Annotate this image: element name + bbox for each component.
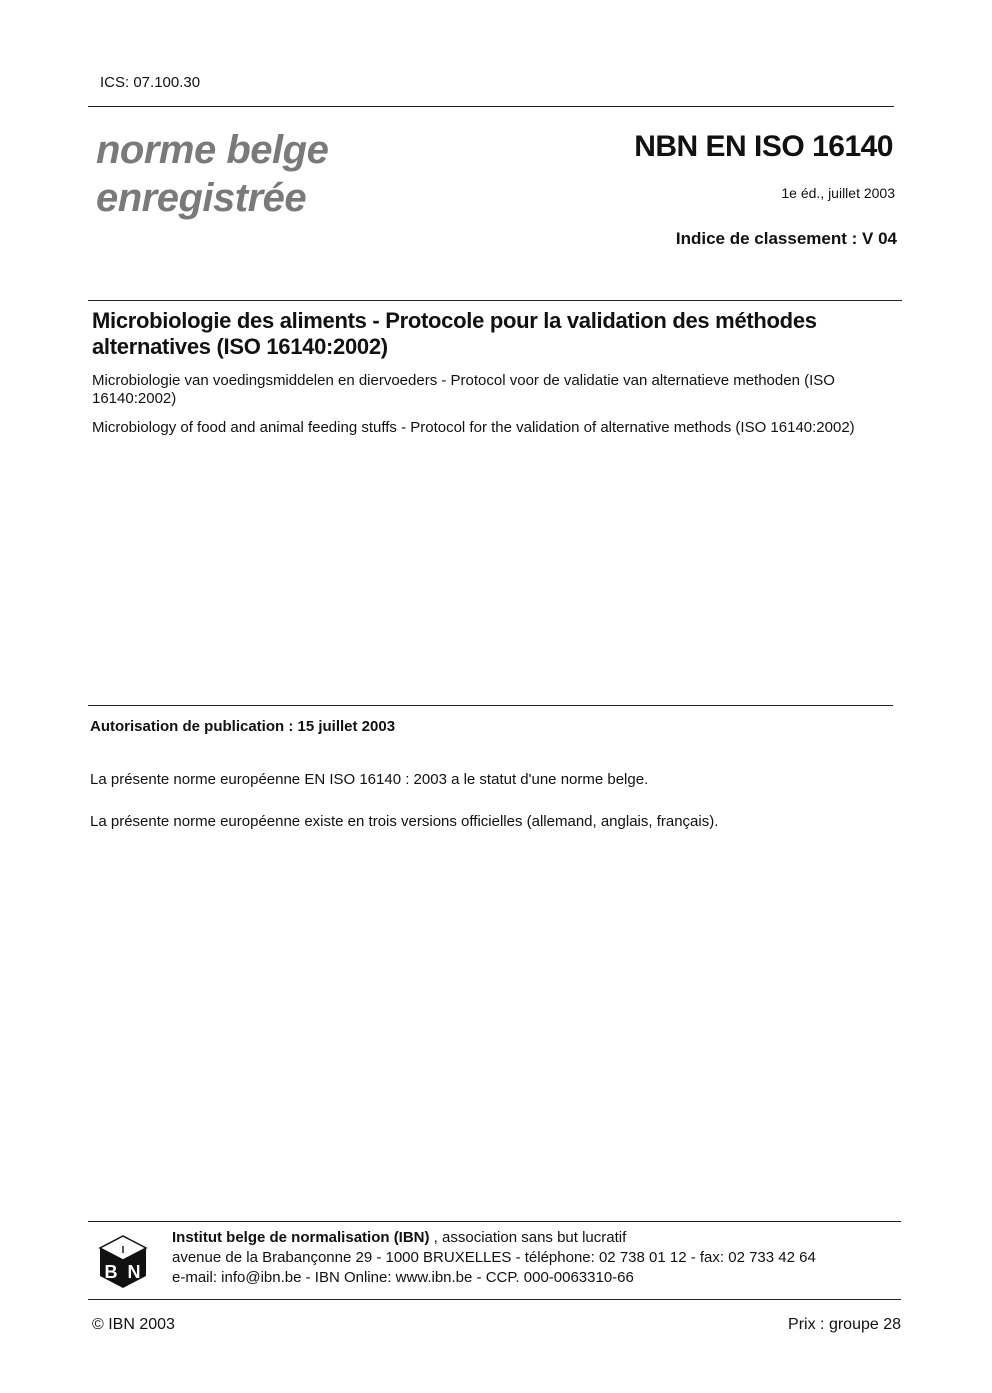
- footer-contact: e-mail: info@ibn.be - IBN Online: www.ibn.be - CCP. 000-0063310-66: [172, 1269, 634, 1286]
- publication-authorization: Autorisation de publication : 15 juillet 2003: [90, 718, 396, 735]
- brand-line-2: enregistrée: [96, 176, 307, 220]
- status-paragraph: La présente norme européenne EN ISO 16140 : 2003 a le statut d'une norme belge.: [90, 771, 649, 788]
- svg-text:B: B: [104, 1262, 118, 1282]
- title-english: Microbiology of food and animal feeding stuffs - Protocol for the validation of alternative methods (ISO 16140:2002): [92, 419, 855, 436]
- document-number: NBN EN ISO 16140: [634, 130, 893, 163]
- title-french: Microbiologie des aliments - Protocole pour la validation des méthodes alternatives (ISO 16140:2002): [92, 308, 817, 359]
- footer-rule-top: [88, 1221, 901, 1222]
- footer-address: avenue de la Brabançonne 29 - 1000 BRUXELLES - téléphone: 02 738 01 12 - fax: 02 733 42 64: [172, 1249, 816, 1266]
- versions-paragraph: La présente norme européenne existe en trois versions officielles (allemand, anglais, français).: [90, 813, 719, 830]
- svg-text:N: N: [127, 1262, 141, 1282]
- ics-code: ICS: 07.100.30: [100, 74, 201, 91]
- price-group: Prix : groupe 28: [788, 1316, 901, 1333]
- institute-name: Institut belge de normalisation (IBN): [172, 1229, 430, 1246]
- edition-date: 1e éd., juillet 2003: [781, 185, 895, 201]
- classification-index: Indice de classement : V 04: [675, 229, 897, 248]
- footer-rule-bottom: [88, 1299, 901, 1300]
- title-rule: [88, 300, 902, 301]
- footer-institute: [172, 1229, 626, 1246]
- svg-text:I: I: [121, 1245, 125, 1256]
- institute-suffix: , association sans but lucratif: [429, 1229, 627, 1246]
- ibn-logo-icon: [98, 1234, 148, 1290]
- brand-line-1: norme belge: [96, 128, 329, 172]
- title-dutch: Microbiologie van voedingsmiddelen en diervoeders - Protocol voor de validatie van alternatieve methoden (ISO 16140:2002): [92, 372, 835, 407]
- header-rule: [88, 106, 894, 107]
- copyright: © IBN 2003: [92, 1316, 175, 1333]
- body-rule: [88, 705, 893, 706]
